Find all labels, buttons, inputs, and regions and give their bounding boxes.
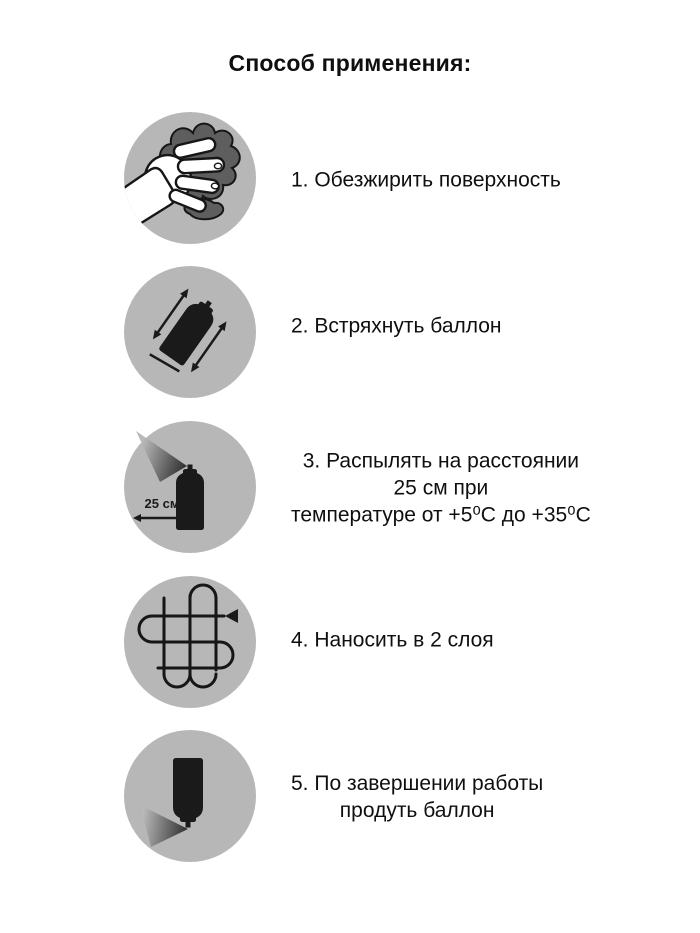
purge-can-icon <box>124 730 256 862</box>
distance-label: 25 см <box>144 496 180 511</box>
step-5-text: 5. По завершении работы продуть баллон <box>291 772 544 822</box>
fingernail <box>214 163 221 169</box>
step-3-pictogram <box>124 421 256 553</box>
page-title: Способ применения: <box>228 50 472 76</box>
step-1-pictogram <box>124 112 256 244</box>
step-4-pictogram <box>124 576 256 708</box>
hand-wipe-icon <box>124 112 256 244</box>
step-2-text: 2. Встряхнуть баллон <box>291 314 502 338</box>
fingernail <box>211 183 219 190</box>
spray-can <box>173 758 203 822</box>
step-1-text: 1. Обезжирить поверхность <box>291 168 561 192</box>
step-5-pictogram <box>124 730 256 862</box>
step-2-pictogram <box>124 266 256 398</box>
spray-distance-icon <box>124 421 256 553</box>
shake-can-icon <box>124 266 256 398</box>
can-nozzle <box>186 822 191 828</box>
step-4-text: 4. Наносить в 2 слоя <box>291 628 494 652</box>
step-3-text: 3. Распылять на расстоянии 25 см при температуре от +5⁰С до +35⁰С <box>291 449 591 527</box>
crosshatch-pattern-icon <box>124 576 256 708</box>
can-nozzle <box>188 465 193 470</box>
